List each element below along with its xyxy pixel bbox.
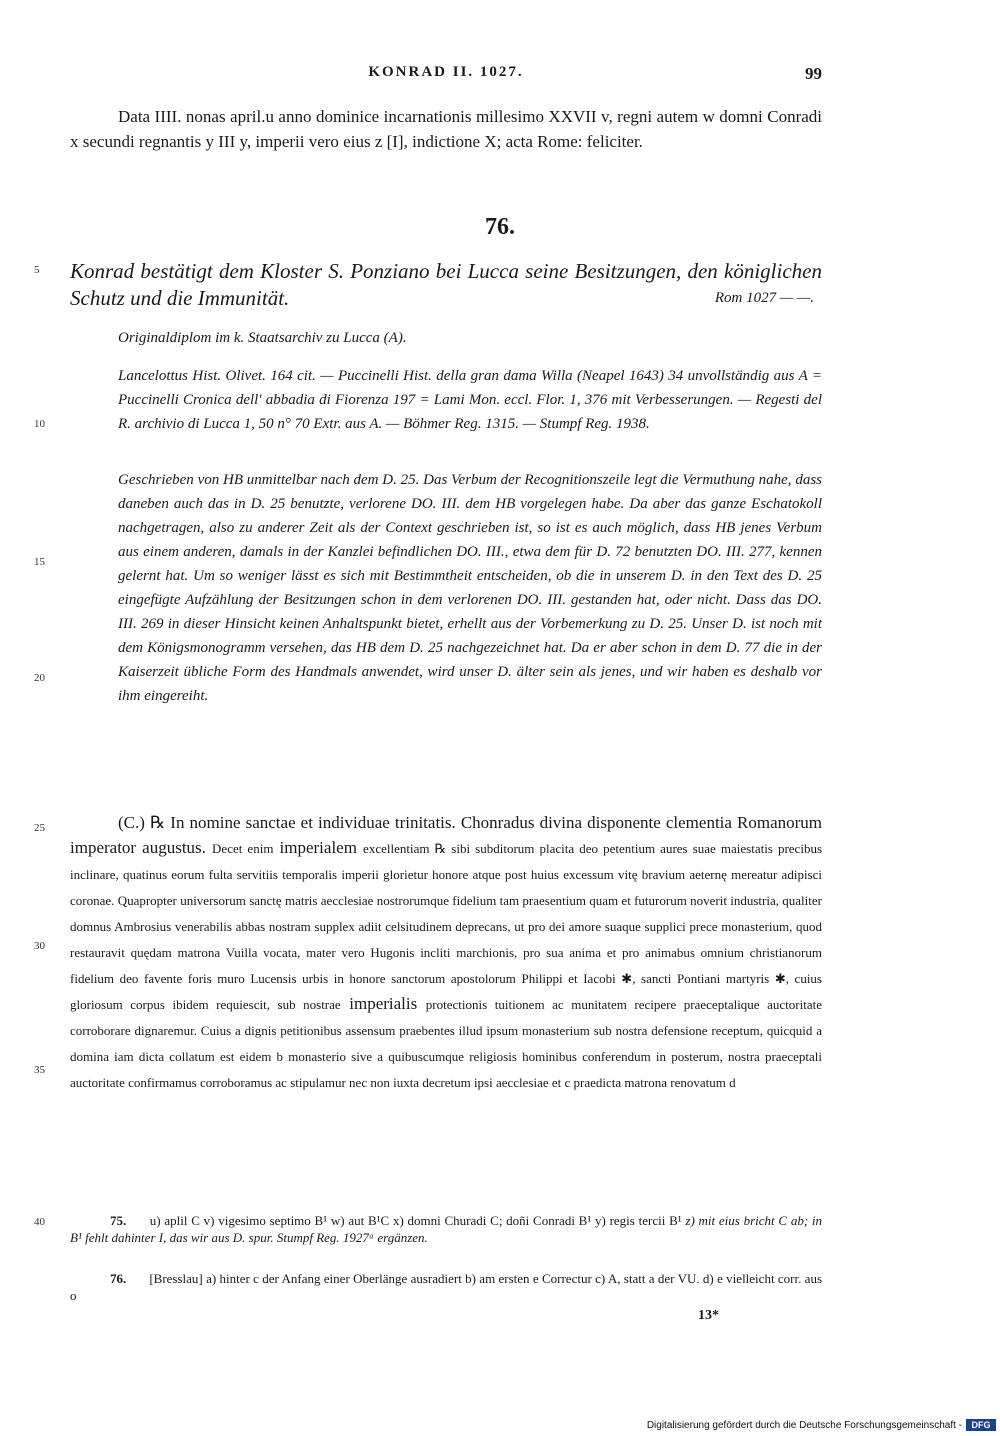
margin-line-number: 15 <box>34 556 45 568</box>
previous-document-dating: Data IIII. nonas april.u anno dominice incarnationis millesimo XXVII v, regni autem w domni Conradi x secundi regnantis y III y, imperii vero eius z [I], indictione X; acta Rome: feliciter. <box>70 107 822 151</box>
regest-text: Konrad bestätigt dem Kloster S. Ponziano bei Lucca seine Besitzungen, den königlichen Schutz und die Immunität. <box>70 259 822 310</box>
tradition-note: Originaldiplom im k. Staatsarchiv zu Lucca (A). <box>118 330 407 346</box>
regest <box>70 258 822 312</box>
margin-line-number: 35 <box>34 1064 45 1076</box>
margin-line-number: 10 <box>34 418 45 430</box>
margin-line-number: 25 <box>34 822 45 834</box>
charter-opening <box>70 810 822 1095</box>
charter-opening-text: (C.) ℞ In nomine sanctae et individuae trinitatis. Chonradus divina disponente clementia Romanorum imperator augustus. <box>70 813 822 857</box>
running-title: KONRAD II. 1027. <box>368 64 524 80</box>
dfg-logo: DFG <box>966 1419 996 1431</box>
footnote-text: u) aplil C v) vigesimo septimo B¹ w) aut B¹C x) domni Churadi C; doñi Conradi B¹ y) regis tercii B¹ <box>149 1213 682 1228</box>
footnotes-75 <box>70 1212 822 1246</box>
margin-line-number: 40 <box>34 1216 45 1228</box>
footnote-text-italic: z) mit eius bricht C ab; in B¹ fehlt dahinter I, das wir aus D. spur. Stumpf Reg. 1927ᵃ ergänzen. <box>70 1213 823 1245</box>
charter-imperialis: imperialis <box>349 994 418 1013</box>
charter-body-2: protectionis tuitionem ac munitatem recipere praeceptalique auctoritate corroborare dignaremur. Cuius a dignis petitionibus assensum praebentes illud ipsum monasterium sub nostra defensione receptum, quicquid a domina iam dicta collatum est eidem b monasterio sive a quibuscumque religiosis hominibus conferendum in posterum, nostra praeceptali auctoritate confirmamus corroboramus ac stipulamur nec non iuxta decretum ipsi aecclesiae et c praedicta matrona renovatum d <box>70 997 822 1090</box>
document-number: 76. <box>485 214 515 240</box>
charter-text <box>70 810 822 1095</box>
regest-dating: Rom 1027 — —. <box>714 290 814 306</box>
charter-imperialem: imperialem <box>279 838 357 857</box>
charter-decet: Decet enim <box>212 841 274 856</box>
footnotes-76 <box>70 1270 822 1304</box>
footnote-label: 76. <box>110 1271 127 1286</box>
editions-note: Lancelottus Hist. Olivet. 164 cit. — Puccinelli Hist. della gran dama Willa (Neapel 1643) 34 unvollständig aus A = Puccinelli Cronica dell' abbadia di Fiorenza 197 = Lami Mon. eccl. Flor. 1, 376 mit Verbesserungen. — Regesti del R. archivio di Lucca 1, 50 n° 70 Extr. aus A. — Böhmer Reg. 1315. — Stumpf Reg. 1938. <box>118 368 822 432</box>
charter-body-1: excellentiam ℞ sibi subditorum placita deo petentium aures suae maiestatis precibus inclinare, quatinus eorum fulta servitiis temporalis imperii glorietur honore atque post huius excessum vitę bravium aeternę mereatur adipisci coronae. Quapropter universorum sanctę matris aecclesiae nostrorumque fidelium tam praesentium quam et futurorum noverit industria, qualiter domnus Ambrosius venerabilis abbas nostram supplex adiit celsitudinem deprecans, ut pro dei amore suaque supplici prece monasterium, quod restauravit quędam matrona Vuilla vocata, mater vero Hugonis incliti marchionis, pro sua anima et pro animabus omnium christianorum fidelium deo favente foris muro Lucensis urbis in honore sanctorum apostolorum Philippi et Iacobi ✱, sancti Pontiani martyris ✱, cuius gloriosum corpus ibidem requiescit, sub nostrae <box>70 841 823 1012</box>
commentary-note: Geschrieben von HB unmittelbar nach dem D. 25. Das Verbum der Recognitionszeile legt die Vermuthung nahe, dass daneben auch das in D. 25 benutzte, verlorene DO. III. dem HB vorgelegen habe. Da aber das ganze Eschatokoll nachgetragen, also zu anderer Zeit als der Context geschrieben ist, so ist es auch möglich, dass HB jenes Verbum aus einem anderen, damals in der Kanzlei befindlichen DO. III., etwa dem für D. 72 benutzten DO. III. 277, kennen gelernt hat. Um so weniger lässt es sich mit Bestimmtheit entscheiden, ob die in unserem D. in den Text des D. 25 eingefügte Aufzählung der Besitzungen schon in dem verlorenen DO. III. gestanden hat, oder nicht. Dass das DO. III. 269 in dieser Hinsicht keinen Anhaltspunkt bietet, erhellt aus der Vorbemerkung zu D. 25. Unser D. ist noch mit dem Königsmonogramm versehen, das HB dem D. 25 nachgezeichnet hat. Da er aber schon in dem D. 77 die in der Kaiserzeit übliche Form des Handmals anwendet, wird unser D. älter sein als jenes, und wir haben es deshalb vor ihm eingereiht. <box>118 472 822 704</box>
signature-mark: 13* <box>698 1308 719 1323</box>
margin-line-number: 5 <box>34 264 40 276</box>
margin-line-number: 20 <box>34 672 45 684</box>
digitization-credit: Digitalisierung gefördert durch die Deutsche Forschungsgemeinschaft - <box>646 1420 962 1431</box>
page-number: 99 <box>805 64 822 83</box>
footnote-label: 75. <box>110 1213 127 1228</box>
running-head <box>70 64 822 88</box>
margin-line-number: 30 <box>34 940 45 952</box>
footnote-text: [Bresslau] a) hinter c der Anfang einer Oberlänge ausradiert b) am ersten e Correctur c) A, statt a der VU. d) e vielleicht corr. aus o <box>70 1271 822 1303</box>
